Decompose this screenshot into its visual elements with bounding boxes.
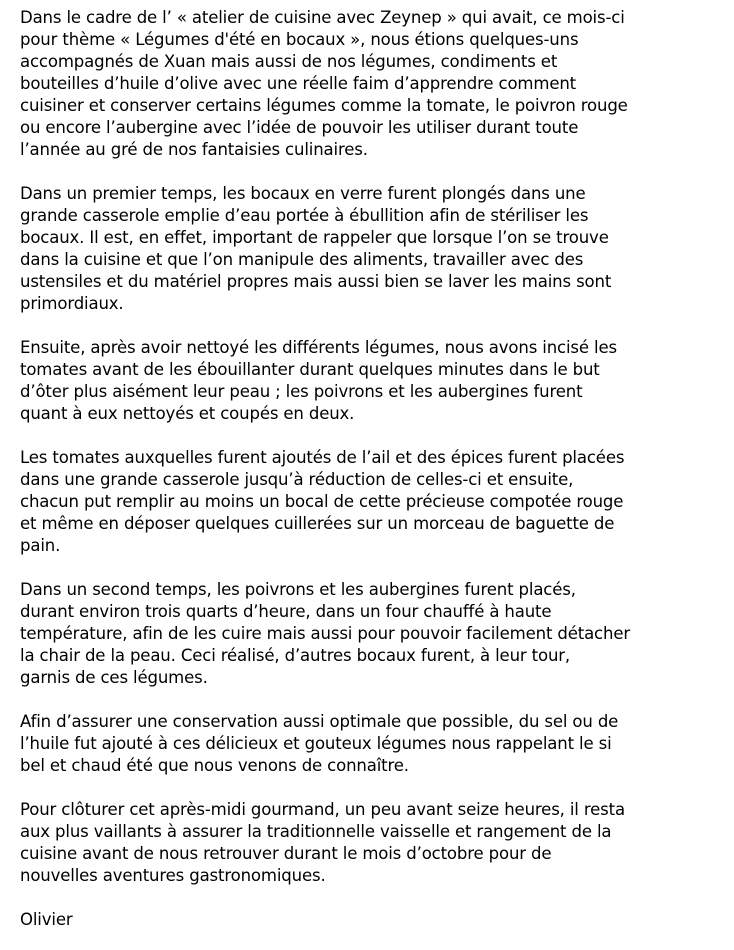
text-line: cuisine avant de nous retrouver durant le mois d’octobre pour de — [20, 844, 552, 863]
text-line: ou encore l’aubergine avec l’idée de pouvoir les utiliser durant toute — [20, 118, 579, 137]
text-line: durant environ trois quarts d’heure, dans un four chauffé à haute — [20, 602, 552, 621]
text-line: garnis de ces légumes. — [20, 668, 208, 687]
text-line: la chair de la peau. Ceci réalisé, d’autres bocaux furent, à leur tour, — [20, 646, 571, 665]
text-line: aux plus vaillants à assurer la traditionnelle vaisselle et rangement de la — [20, 822, 612, 841]
text-line: bocaux. Il est, en effet, important de rappeler que lorsque l’on se trouve — [20, 228, 609, 247]
signature: Olivier — [20, 910, 73, 929]
text-line: pour thème « Légumes d'été en bocaux », nous étions quelques-uns — [20, 30, 579, 49]
paragraph-poivrons-aubergines — [20, 579, 730, 689]
text-line: l’huile fut ajouté à ces délicieux et gouteux légumes nous rappelant le si — [20, 734, 612, 753]
text-line: Ensuite, après avoir nettoyé les différents légumes, nous avons incisé les — [20, 338, 617, 357]
text-line: chacun put remplir au moins un bocal de cette précieuse compotée rouge — [20, 492, 624, 511]
paragraph-conservation — [20, 711, 730, 777]
text-line: et même en déposer quelques cuillerées sur un morceau de baguette de — [20, 514, 615, 533]
text-line: Pour clôturer cet après-midi gourmand, un peu avant seize heures, il resta — [20, 800, 625, 819]
document-body — [20, 7, 730, 931]
text-line: Les tomates auxquelles furent ajoutés de l’ail et des épices furent placées — [20, 448, 625, 467]
text-line: cuisiner et conserver certains légumes comme la tomate, le poivron rouge — [20, 96, 628, 115]
text-line: d’ôter plus aisément leur peau ; les poivrons et les aubergines furent — [20, 382, 583, 401]
text-line: tomates avant de les ébouillanter durant quelques minutes dans le but — [20, 360, 600, 379]
paragraph-atelier-intro — [20, 7, 730, 161]
text-line: Dans le cadre de l’ « atelier de cuisine avec Zeynep » qui avait, ce mois-ci — [20, 8, 625, 27]
text-line: Dans un premier temps, les bocaux en verre furent plongés dans une — [20, 184, 586, 203]
text-line: grande casserole emplie d’eau portée à ébullition afin de stériliser les — [20, 206, 589, 225]
paragraph-conclusion — [20, 799, 730, 887]
text-line: bel et chaud été que nous venons de connaître. — [20, 756, 409, 775]
text-line: bouteilles d’huile d’olive avec une réelle faim d’apprendre comment — [20, 74, 577, 93]
text-line: Dans un second temps, les poivrons et les aubergines furent placés, — [20, 580, 576, 599]
text-line: dans une grande casserole jusqu’à réduction de celles-ci et ensuite, — [20, 470, 574, 489]
paragraph-preparation — [20, 337, 730, 425]
text-line: pain. — [20, 536, 61, 555]
text-line: dans la cuisine et que l’on manipule des aliments, travailler avec des — [20, 250, 584, 269]
text-line: l’année au gré de nos fantaisies culinaires. — [20, 140, 368, 159]
paragraph-sterilisation — [20, 183, 730, 315]
text-line: Afin d’assurer une conservation aussi optimale que possible, du sel ou de — [20, 712, 619, 731]
text-line: température, afin de les cuire mais aussi pour pouvoir facilement détacher — [20, 624, 630, 643]
text-line: primordiaux. — [20, 294, 124, 313]
paragraph-tomates — [20, 447, 730, 557]
text-line: nouvelles aventures gastronomiques. — [20, 866, 326, 885]
text-line: accompagnés de Xuan mais aussi de nos légumes, condiments et — [20, 52, 558, 71]
text-line: ustensiles et du matériel propres mais aussi bien se laver les mains sont — [20, 272, 612, 291]
text-line: quant à eux nettoyés et coupés en deux. — [20, 404, 355, 423]
